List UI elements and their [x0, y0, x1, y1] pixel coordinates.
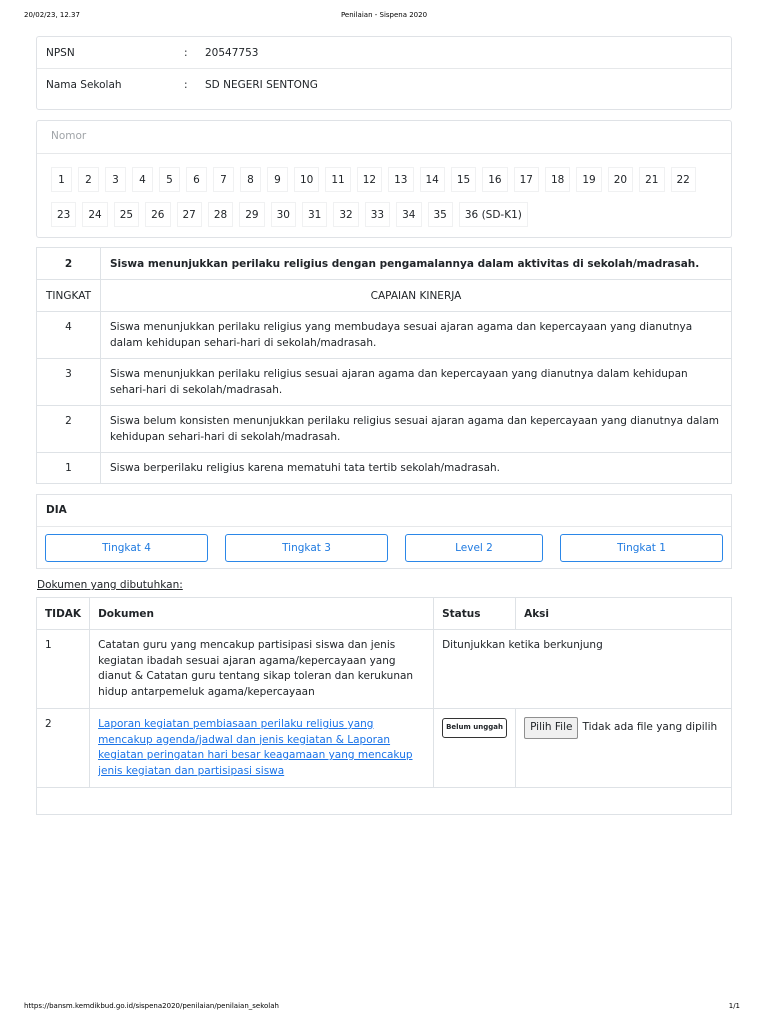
school-name-label: Nama Sekolah [46, 79, 122, 91]
school-name-colon: : [184, 79, 188, 91]
document-link[interactable]: Laporan kegiatan pembiasaan perilaku religius yang mencakup agenda/jadwal dan jenis kegiatan & Laporan kegiatan peringatan hari besar keagamaan yang mencakup jenis kegiatan dan partisipasi siswa [98, 718, 413, 777]
criteria-header-row [37, 280, 732, 312]
page-number-link[interactable]: 8 [240, 167, 261, 192]
print-url: https://bansm.kemdikbud.go.id/sispena2020/penilaian/penilaian_sekolah [24, 1002, 279, 1010]
page-number-link[interactable]: 36 (SD-K1) [459, 202, 528, 227]
table-row [37, 709, 732, 788]
empty-row [37, 788, 732, 815]
page-number-link[interactable]: 6 [186, 167, 207, 192]
page-number-link[interactable]: 12 [357, 167, 382, 192]
col-no-header: TIDAK [37, 598, 90, 630]
print-page-number: 1/1 [728, 1002, 740, 1010]
page-number-link[interactable]: 25 [114, 202, 139, 227]
page-number-link[interactable]: 33 [365, 202, 390, 227]
col-performance-header: CAPAIAN KINERJA [100, 280, 731, 312]
page-number-link[interactable]: 4 [132, 167, 153, 192]
page-number-link[interactable]: 31 [302, 202, 327, 227]
table-row [37, 630, 732, 709]
level-number: 4 [37, 312, 101, 359]
print-datetime: 20/02/23, 12.37 [24, 11, 80, 19]
dia-card [36, 494, 732, 569]
level-description: Siswa menunjukkan perilaku religius sesuai ajaran agama dan kepercayaan yang dianutnya dalam kehidupan sehari-hari di sekolah/madrasah. [100, 359, 731, 406]
page-number-link[interactable]: 14 [420, 167, 445, 192]
page-number-link[interactable]: 10 [294, 167, 319, 192]
level-2-button[interactable]: Level 2 [405, 534, 543, 562]
level-number: 3 [37, 359, 101, 406]
page-number-link[interactable]: 26 [145, 202, 170, 227]
page-number-link[interactable]: 27 [177, 202, 202, 227]
status-badge: Belum unggah [442, 718, 507, 738]
level-row [37, 312, 732, 359]
document-description: Catatan guru yang mencakup partisipasi siswa dan jenis kegiatan ibadah sesuai ajaran agama/kepercayaan yang dianut & Catatan guru tentang sikap toleran dan kerukunan hidup antarpemeluk agama/kepercayaan [90, 630, 434, 709]
tingkat-1-button[interactable]: Tingkat 1 [560, 534, 723, 562]
documents-header-row [37, 598, 732, 630]
page-number-link[interactable]: 23 [51, 202, 76, 227]
documents-table [36, 597, 732, 815]
page-number-link[interactable]: 16 [482, 167, 507, 192]
level-row [37, 453, 732, 484]
npsn-colon: : [184, 46, 188, 59]
nomor-card [36, 120, 732, 238]
document-number: 2 [37, 709, 90, 788]
col-action-header: Aksi [516, 598, 732, 630]
school-name-value: SD NEGERI SENTONG [205, 79, 318, 91]
page-number-link[interactable]: 2 [78, 167, 99, 192]
tingkat-3-button[interactable]: Tingkat 3 [225, 534, 388, 562]
level-description: Siswa belum konsisten menunjukkan perilaku religius sesuai ajaran agama dan kepercayaan yang dianutnya dalam kehidupan sehari-hari di sekolah/madrasah. [100, 406, 731, 453]
document-number: 1 [37, 630, 90, 709]
npsn-value: 20547753 [205, 46, 259, 59]
page-number-link[interactable]: 19 [576, 167, 601, 192]
npsn-label: NPSN [46, 46, 75, 59]
page-number-link[interactable]: 17 [514, 167, 539, 192]
page-number-link[interactable]: 20 [608, 167, 633, 192]
dia-button-group [45, 534, 723, 562]
page-number-link[interactable]: 15 [451, 167, 476, 192]
level-row [37, 406, 732, 453]
document-status: Ditunjukkan ketika berkunjung [434, 630, 732, 709]
col-level-header: TINGKAT [37, 280, 101, 312]
print-title: Penilaian - Sispena 2020 [340, 11, 428, 19]
level-number: 2 [37, 406, 101, 453]
page-number-link[interactable]: 18 [545, 167, 570, 192]
page-number-link[interactable]: 11 [325, 167, 350, 192]
col-document-header: Dokumen [90, 598, 434, 630]
page-number-link[interactable]: 21 [639, 167, 664, 192]
file-upload-control[interactable] [516, 709, 732, 788]
level-description: Siswa menunjukkan perilaku religius yang membudaya sesuai ajaran agama dan kepercayaan yang dianutnya dalam kehidupan sehari-hari di sekolah/madrasah. [100, 312, 731, 359]
page-number-link[interactable]: 24 [82, 202, 107, 227]
col-status-header: Status [434, 598, 516, 630]
nomor-placeholder: Nomor [37, 121, 731, 154]
criteria-number: 2 [37, 248, 101, 280]
page-number-link[interactable]: 28 [208, 202, 233, 227]
page-number-link[interactable]: 35 [428, 202, 453, 227]
school-name-row [37, 69, 731, 101]
page-number-link[interactable]: 5 [159, 167, 180, 192]
page-number-link[interactable]: 30 [271, 202, 296, 227]
page-number-link[interactable]: 9 [267, 167, 288, 192]
documents-title: Dokumen yang dibutuhkan: [37, 579, 183, 591]
level-description: Siswa berperilaku religius karena mematuhi tata tertib sekolah/madrasah. [100, 453, 731, 484]
page-number-link[interactable]: 34 [396, 202, 421, 227]
criteria-table [36, 247, 732, 484]
nomor-pagination [51, 167, 721, 227]
page-number-link[interactable]: 1 [51, 167, 72, 192]
criteria-statement: Siswa menunjukkan perilaku religius dengan pengamalannya dalam aktivitas di sekolah/madrasah. [100, 248, 731, 280]
page-number-link[interactable]: 7 [213, 167, 234, 192]
page-number-link[interactable]: 13 [388, 167, 413, 192]
level-number: 1 [37, 453, 101, 484]
tingkat-4-button[interactable]: Tingkat 4 [45, 534, 208, 562]
page-number-link[interactable]: 3 [105, 167, 126, 192]
page-number-link[interactable]: 22 [671, 167, 696, 192]
level-row [37, 359, 732, 406]
criteria-statement-row [37, 248, 732, 280]
print-footer [0, 1002, 768, 1014]
page-number-link[interactable]: 32 [333, 202, 358, 227]
dia-title: DIA [37, 495, 731, 527]
npsn-row [37, 37, 731, 69]
file-status-text: Tidak ada file yang dipilih [582, 721, 718, 733]
choose-file-button[interactable]: Pilih File [524, 717, 578, 739]
print-header [0, 11, 768, 23]
school-info-card [36, 36, 732, 110]
page-number-link[interactable]: 29 [239, 202, 264, 227]
